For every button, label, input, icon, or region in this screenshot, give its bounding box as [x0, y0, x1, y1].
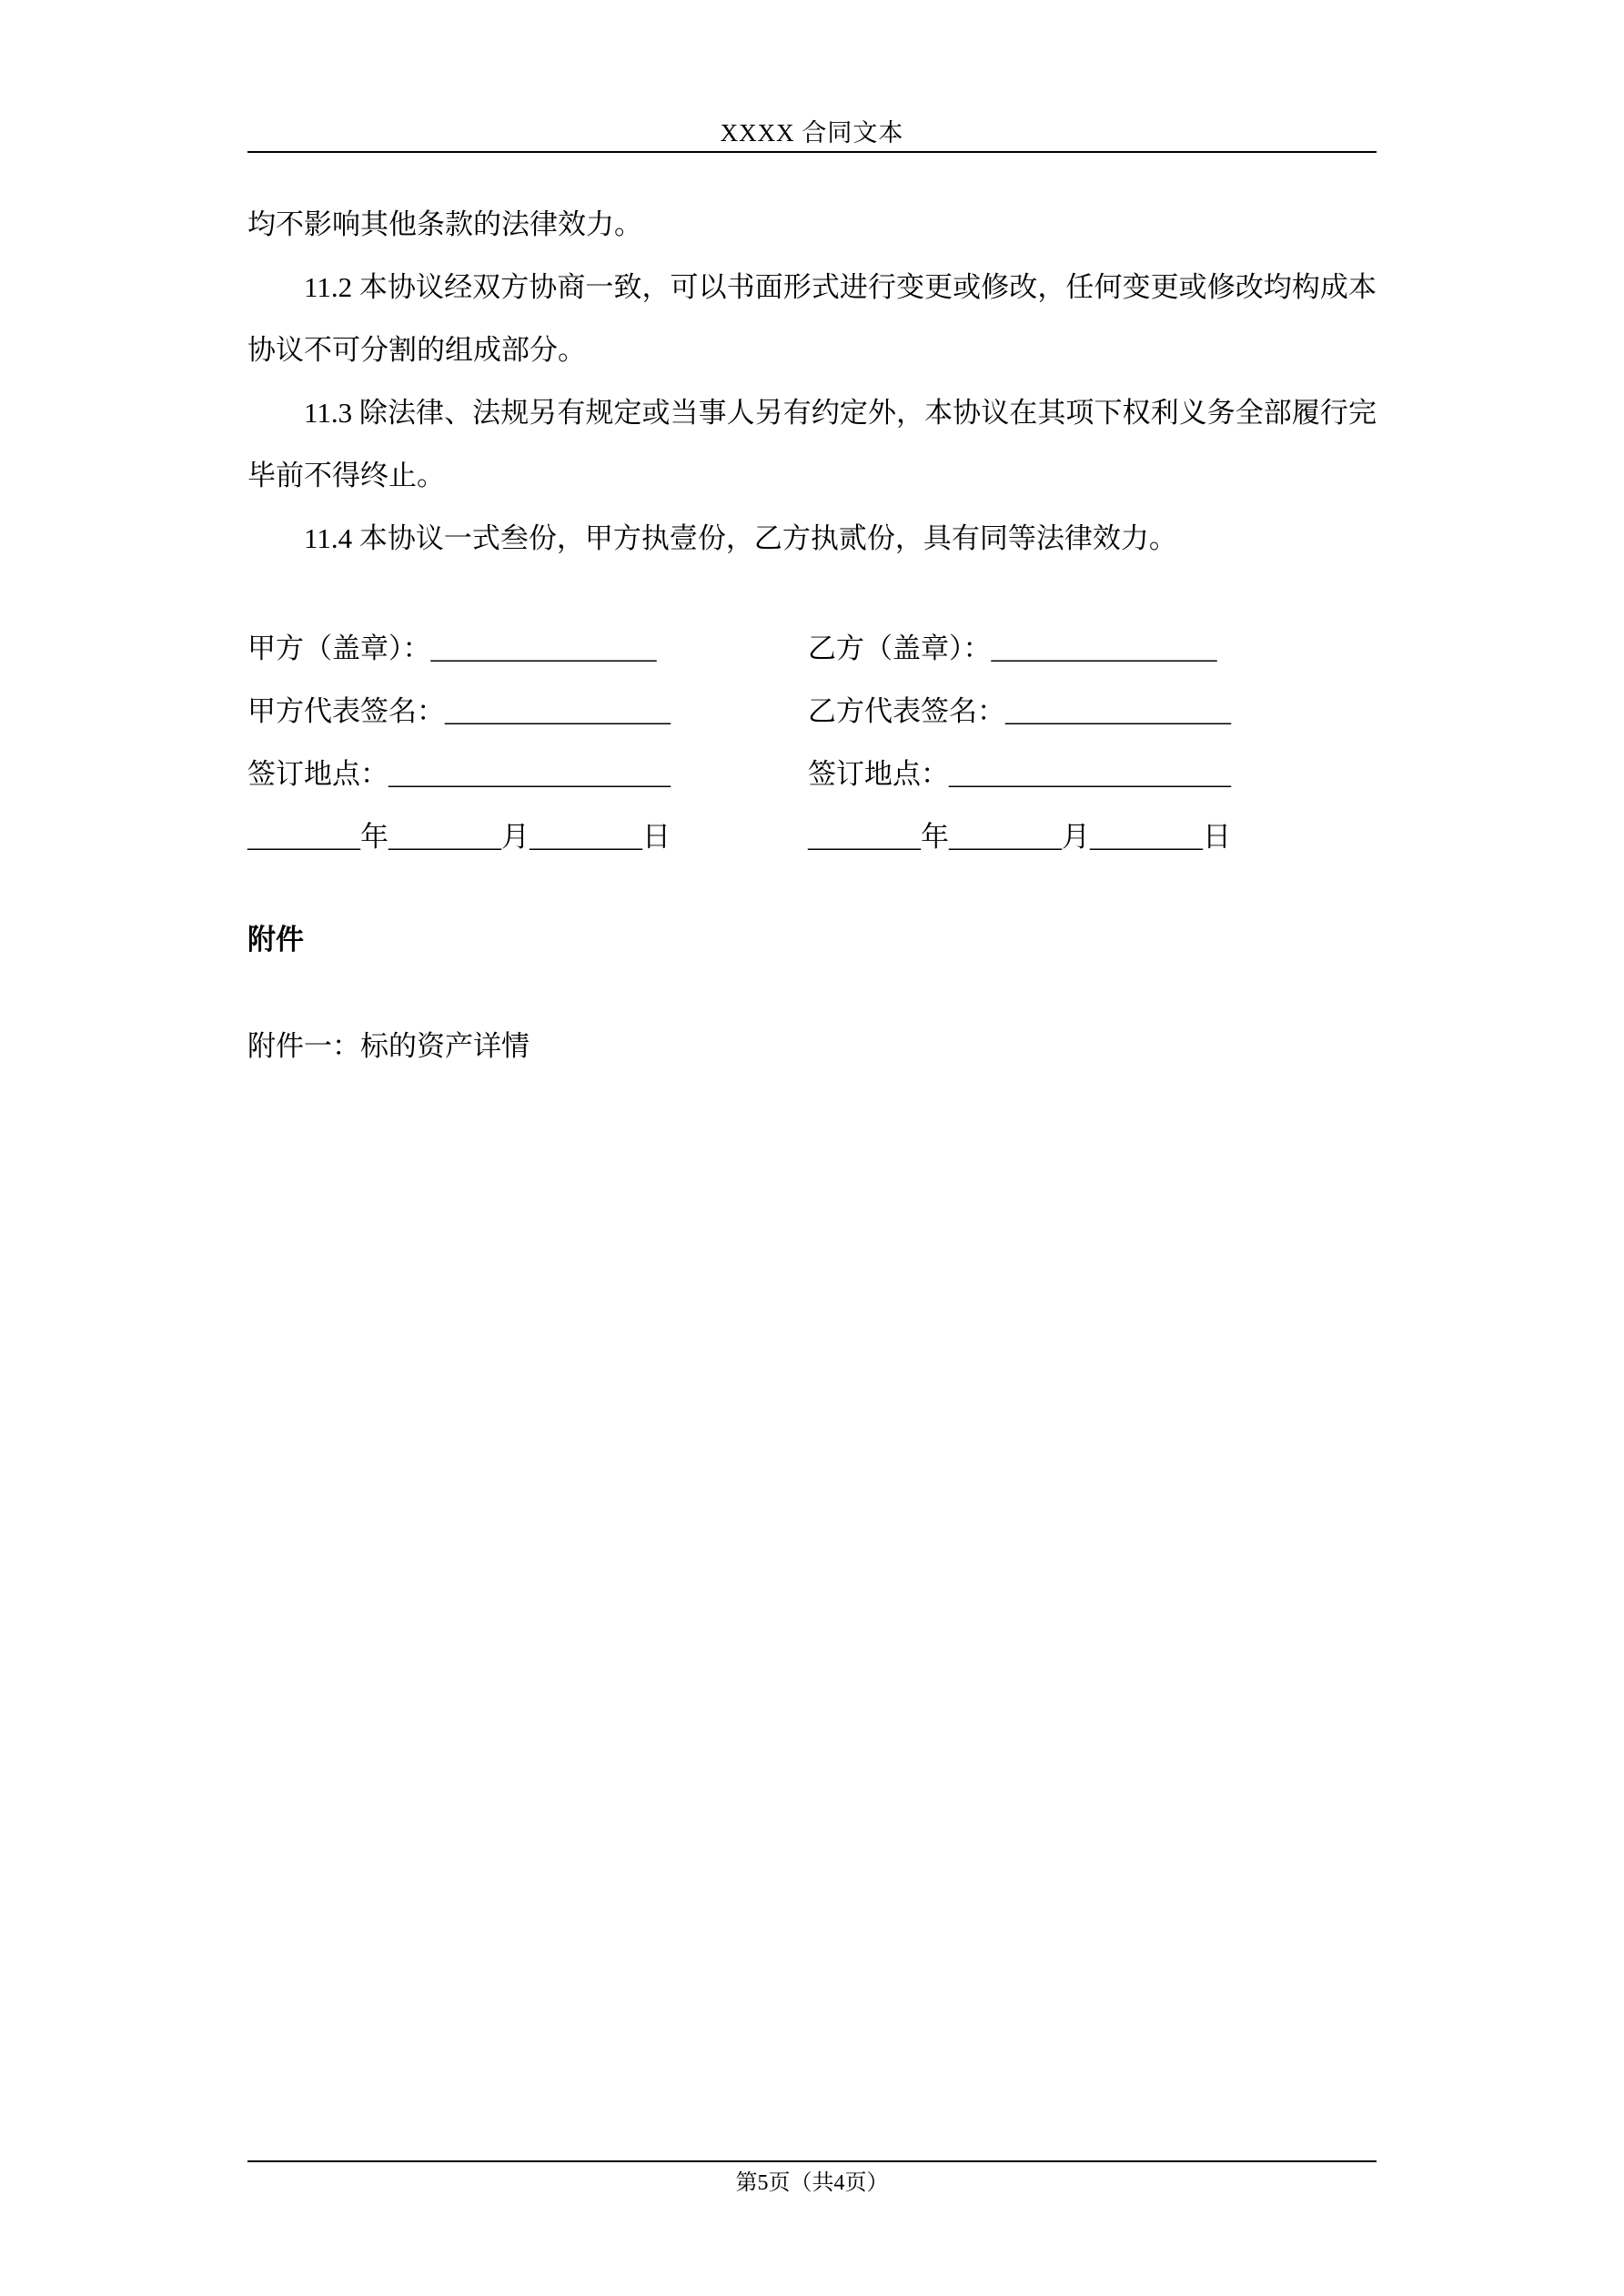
party-b-seal-line: 乙方（盖章）：________________ — [808, 632, 1217, 664]
paragraph-clause-11-3: 11.3 除法律、法规另有规定或当事人另有约定外，本协议在其项下权利义务全部履行完毕前不得终止。 — [247, 397, 1377, 491]
signature-row-date — [247, 805, 1377, 868]
party-b-location-line: 签订地点：____________________ — [808, 758, 1231, 790]
party-a-seal-line: 甲方（盖章）：________________ — [247, 632, 657, 664]
party-b-representative-line: 乙方代表签名：________________ — [808, 695, 1231, 727]
footer-rule — [247, 2160, 1377, 2162]
signature-row-seal — [247, 617, 1377, 680]
party-a-location-line: 签订地点：____________________ — [247, 758, 671, 790]
signature-block — [247, 617, 1377, 868]
attachment-item-1: 附件一：标的资产详情 — [247, 1030, 530, 1062]
paragraph-clause-11-2: 11.2 本协议经双方协商一致，可以书面形式进行变更或修改，任何变更或修改均构成本协议不可分割的组成部分。 — [247, 271, 1377, 366]
footer-page-number: 第5页（共4页） — [735, 2171, 889, 2195]
signature-row-representative — [247, 680, 1377, 743]
party-b-date-line: ________年________月________日 — [808, 821, 1231, 853]
attachments-heading: 附件 — [247, 924, 304, 956]
paragraph-continuation: 均不影响其他条款的法律效力。 — [247, 208, 642, 240]
header-rule — [247, 151, 1377, 153]
party-a-date-line: ________年________月________日 — [247, 821, 671, 853]
party-a-representative-line: 甲方代表签名：________________ — [247, 695, 671, 727]
paragraph-clause-11-4: 11.4 本协议一式叁份，甲方执壹份，乙方执贰份，具有同等法律效力。 — [304, 522, 1177, 554]
document-body — [247, 193, 1377, 1077]
page-footer — [247, 2168, 1377, 2199]
signature-row-location — [247, 743, 1377, 805]
page-header-title: XXXX 合同文本 — [720, 119, 904, 147]
